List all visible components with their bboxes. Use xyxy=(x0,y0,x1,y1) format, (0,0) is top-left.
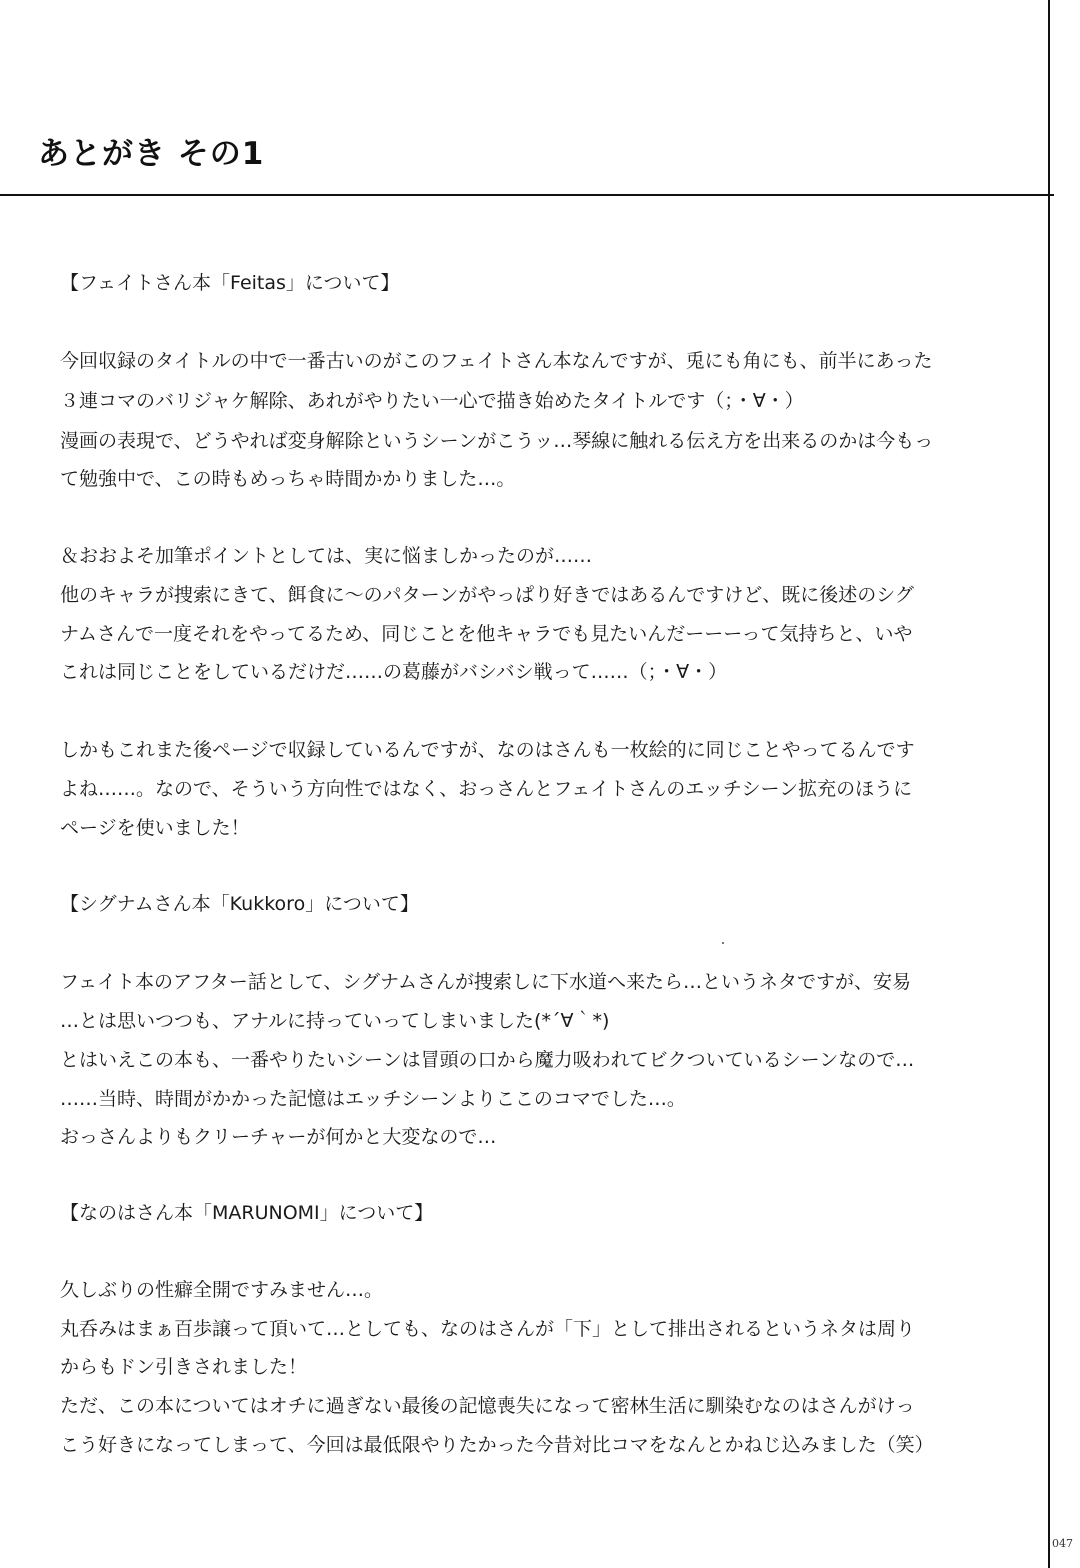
right-margin-rule xyxy=(1048,0,1050,1568)
section-heading-marunomi: 【なのはさん本「MARUNOMI」について】 xyxy=(60,1202,434,1224)
title-divider xyxy=(0,194,1054,196)
body-line: からもドン引きされました！ xyxy=(60,1356,308,1378)
body-line: 漫画の表現で、どうやれば変身解除というシーンがこうッ…琴線に触れる伝え方を出来るのかは今もっ xyxy=(60,430,934,452)
body-line: フェイト本のアフター話として、シグナムさんが捜索しに下水道へ来たら…というネタですが、安易 xyxy=(60,971,912,993)
body-line: …とは思いつつも、アナルに持っていってしまいました(*´∀｀*) xyxy=(60,1010,610,1032)
section-heading-kukkoro: 【シグナムさん本「Kukkoro」について】 xyxy=(60,893,419,915)
body-line: て勉強中で、この時もめっちゃ時間かかりました…。 xyxy=(60,468,516,490)
body-line: よね……。なので、そういう方向性ではなく、おっさんとフェイトさんのエッチシーン拡充のほうに xyxy=(60,778,913,800)
section-heading-feitas: 【フェイトさん本「Feitas」について】 xyxy=(60,272,400,294)
scan-speck xyxy=(722,942,724,944)
body-line: ただ、この本についてはオチに過ぎない最後の記憶喪失になって密林生活に馴染むなのはさんがけっ xyxy=(60,1395,915,1417)
body-line: ＆おおよそ加筆ポイントとしては、実に悩ましかったのが…… xyxy=(60,545,593,567)
body-line: これは同じことをしているだけだ……の葛藤がバシバシ戦って……（；・∀・） xyxy=(60,661,728,683)
body-line: ナムさんで一度それをやってるため、同じことを他キャラでも見たいんだーーーって気持ちと、いや xyxy=(60,623,913,645)
body-line: 今回収録のタイトルの中で一番古いのがこのフェイトさん本なんですが、兎にも角にも、前半にあった xyxy=(60,350,933,372)
body-line: おっさんよりもクリーチャーが何かと大変なので… xyxy=(60,1126,497,1148)
body-line: 他のキャラが捜索にきて、餌食に～のパターンがやっぱり好きではあるんですけど、既に後述のシグ xyxy=(60,584,914,606)
body-line: しかもこれまた後ページで収録しているんですが、なのはさんも一枚絵的に同じことやってるんです xyxy=(60,739,915,761)
page-number: 047 xyxy=(1052,1537,1073,1550)
body-line: とはいえこの本も、一番やりたいシーンは冒頭の口から魔力吸われてビクついているシーンなので… xyxy=(60,1049,915,1071)
body-line: ３連コマのバリジャケ解除、あれがやりたい一心で描き始めたタイトルです（；・∀・） xyxy=(60,390,804,412)
body-line: ……当時、時間がかかった記憶はエッチシーンよりここのコマでした…。 xyxy=(60,1088,686,1110)
body-line: こう好きになってしまって、今回は最低限やりたかった今昔対比コマをなんとかねじ込みました（笑） xyxy=(60,1434,934,1456)
body-line: ページを使いました！ xyxy=(60,817,250,839)
body-line: 丸呑みはまぁ百歩譲って頂いて…としても、なのはさんが「下」として排出されるというネタは周り xyxy=(60,1318,916,1340)
page-title: あとがき その1 xyxy=(38,136,265,172)
body-line: 久しぶりの性癖全開ですみません…。 xyxy=(60,1279,384,1301)
